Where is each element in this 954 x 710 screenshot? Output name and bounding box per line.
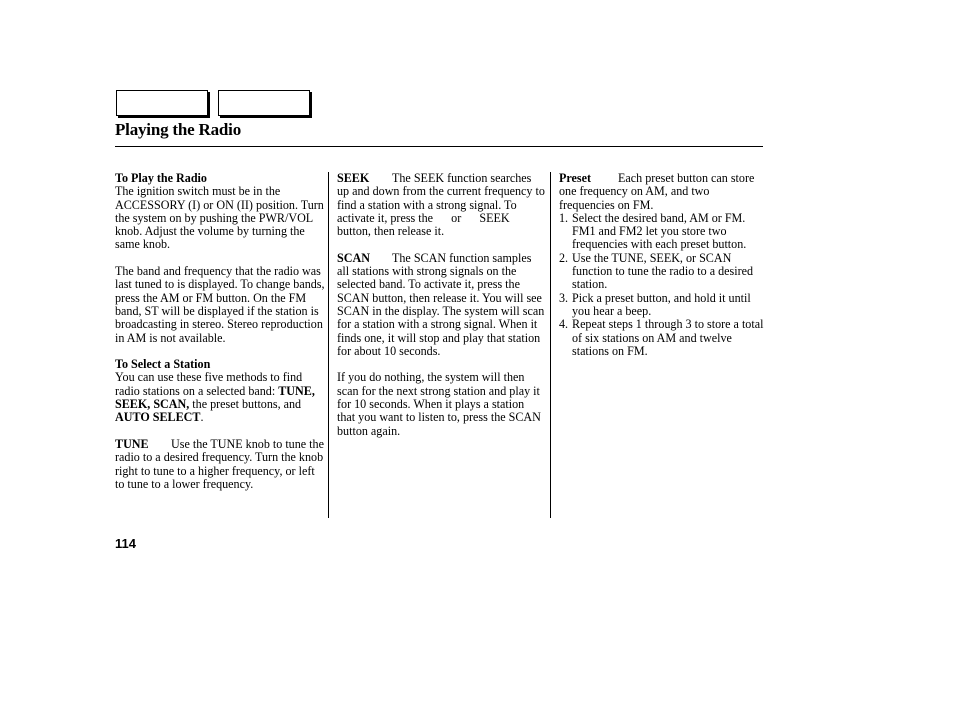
select-station-section: [115, 358, 325, 424]
step-number: 4.: [559, 317, 569, 332]
column-divider-1: [328, 172, 329, 518]
select-station-bold-methods: TUNE, SEEK, SCAN,: [115, 383, 315, 412]
list-item: [559, 292, 764, 319]
list-item: [559, 252, 764, 292]
step-number: 1.: [559, 210, 569, 225]
seek-label: SEEK: [337, 171, 370, 185]
page-number: 114: [115, 536, 136, 551]
select-station-heading: To Select a Station: [115, 357, 211, 372]
step-text: Repeat steps 1 through 3 to store a total of six stations on AM and twelve stations on FM.: [572, 317, 764, 358]
column-middle: [337, 171, 548, 438]
select-station-text-b: the preset buttons, and: [189, 397, 302, 412]
select-station-text-a: You can use these five methods to find radio stations on a selected band:: [115, 370, 303, 398]
step-number: 3.: [559, 290, 569, 305]
preset-label: Preset: [559, 171, 592, 185]
tune-text: Use the TUNE knob to tune the radio to a desired frequency. Turn the knob right to tune to a higher frequency, or left to tune to a lower frequency.: [115, 436, 324, 491]
play-radio-heading: To Play the Radio: [115, 171, 207, 185]
step-text: Use the TUNE, SEEK, or SCAN function to tune the radio to a desired station.: [572, 250, 754, 292]
tune-label: TUNE: [115, 436, 149, 451]
page-title: Playing the Radio: [115, 120, 242, 139]
step-text: Pick a preset button, and hold it until you hear a beep.: [572, 290, 751, 318]
seek-section: [337, 171, 548, 239]
select-station-text-c: .: [200, 410, 204, 425]
scan-section: [337, 252, 545, 358]
scan-text: The SCAN function samples all stations with strong signals on the selected band. To activate it, press the SCAN button, then release it. You will see SCAN in the display. The system will scan for a station with a strong signal. When it finds one, it will stop and play that station for about 10 seconds.: [337, 250, 545, 358]
seek-text: The SEEK function searches up and down from the current frequency to find a station with a strong signal. To activate it, press the or SEEK button, then release it.: [337, 171, 548, 239]
list-item: [559, 212, 764, 252]
column-divider-2: [550, 172, 551, 518]
title-divider: [115, 146, 763, 147]
play-radio-paragraph-1: The ignition switch must be in the ACCESSORY (I) or ON (II) position. Turn the system on by pushing the PWR/VOL knob. Adjust the volume by turning the same knob.: [115, 184, 324, 252]
play-radio-paragraph-2: The band and frequency that the radio was last tuned to is displayed. To change bands, press the AM or FM button. On the FM band, ST will be displayed if the station is broadcasting in stereo. Stereo reproduction in AM is not available.: [115, 264, 325, 345]
play-radio-section: [115, 172, 325, 252]
column-left: [115, 172, 325, 491]
tune-section: [115, 438, 325, 491]
list-item: [559, 318, 764, 358]
nav-button-index[interactable]: [218, 90, 310, 116]
column-right: [559, 172, 764, 358]
select-station-bold-auto-select: AUTO SELECT: [115, 410, 201, 425]
preset-text: Each preset button can store one frequency on AM, and two frequencies on FM.: [559, 171, 755, 212]
step-number: 2.: [559, 250, 569, 265]
scan-label: SCAN: [337, 250, 370, 265]
preset-section: [559, 172, 764, 212]
scan-paragraph-2: If you do nothing, the system will then scan for the next strong station and play it for 10 seconds. When it plays a station that you want to listen to, press the SCAN button again.: [337, 370, 541, 438]
preset-steps-list: [559, 212, 764, 358]
step-text: Select the desired band, AM or FM. FM1 and FM2 let you store two frequencies with each preset button.: [572, 210, 747, 252]
nav-button-contents[interactable]: [116, 90, 208, 116]
